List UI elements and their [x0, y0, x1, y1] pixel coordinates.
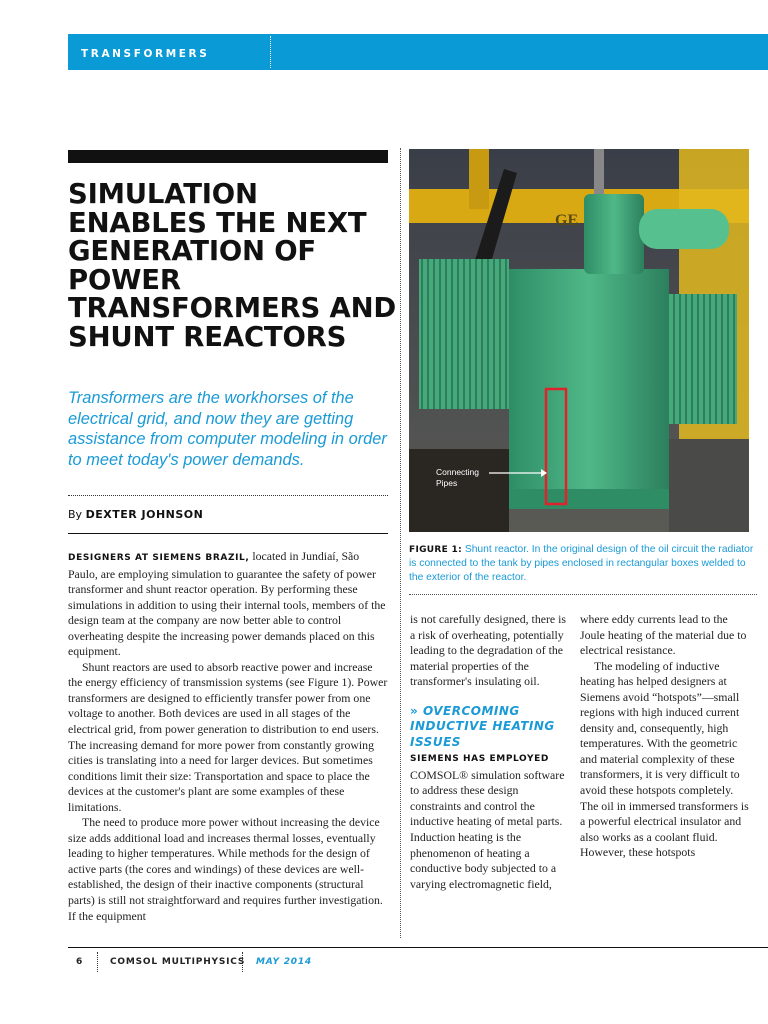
- article-title: SIMULATION ENABLES THE NEXT GENERATION OF POWER TRANSFORMERS AND SHUNT REACTORS: [68, 178, 397, 353]
- title-rule: [68, 150, 388, 163]
- paragraph: The need to produce more power without increasing the device size adds additional load and increases thermal losses, eventually leading to higher temperatures. While methods for the design of active parts (the cores and windings) of these devices are well-established, the design of their inactive components (structural parts) is still not straightforward and requires further investigation. If the equipment: [68, 815, 383, 923]
- figure-caption: FIGURE 1: Shunt reactor. In the original design of the oil circuit the radiator is connected to the tank by pipes enclosed in rectangular boxes welded to the exterior of the reactor.: [409, 544, 754, 583]
- body-column-1: [68, 549, 388, 924]
- byline: [68, 508, 203, 521]
- header-divider: [270, 36, 271, 68]
- dotted-separator: [409, 594, 757, 595]
- paragraph: DESIGNERS AT SIEMENS BRAZIL, located in Jundiaí, São Paulo, are employing simulation to guarantee the safety of power transformer and shunt reactor operation. By performing these simulations in addition to using their internal tools, members of the design team at the company are now better able to control overheating despite the increasing power demands placed on this equipment.: [68, 549, 386, 659]
- author-name: DEXTER JOHNSON: [85, 508, 204, 521]
- paragraph: where eddy currents lead to the Joule heating of the material due to electrical resistance.: [580, 612, 747, 658]
- issue-date: MAY 2014: [256, 957, 312, 967]
- chevron-icon: »: [410, 703, 419, 718]
- footer-divider: [97, 952, 98, 972]
- footer-rule: [68, 947, 768, 948]
- crane-sign-text: GE: [555, 212, 579, 229]
- figure-photo-shunt-reactor: [409, 149, 749, 532]
- lead-in: SIEMENS HAS EMPLOYED: [410, 754, 549, 765]
- footer-divider: [242, 952, 243, 972]
- article-deck: Transformers are the workhorses of the electrical grid, and now they are getting assistance from computer modeling in order to meet today's power demands.: [68, 389, 387, 469]
- figure-callout: Connecting Pipes: [436, 467, 480, 488]
- page-number: 6: [76, 957, 83, 967]
- body-column-3: [580, 612, 752, 861]
- section-header-band: [68, 34, 768, 70]
- body-column-2: [410, 612, 570, 892]
- figure-label: FIGURE 1:: [409, 545, 462, 555]
- byline-rule: [68, 533, 388, 534]
- byline-prefix: By: [68, 508, 83, 521]
- lead-in: DESIGNERS AT SIEMENS BRAZIL,: [68, 553, 250, 563]
- paragraph: is not carefully designed, there is a risk of overheating, potentially leading to the degradation of the material properties of the transformer's insulating oil.: [410, 612, 566, 689]
- column-divider: [400, 148, 401, 938]
- paragraph: The modeling of inductive heating has helped designers at Siemens avoid “hotspots”—small regions with high induced current density and, consequently, high temperatures. With the geometric and material complexity of these transformers, it is very difficult to avoid these hotspots completely. The oil in immersed transformers is a powerful electrical insulator and also works as a coolant fluid. However, these hotspots: [580, 658, 749, 860]
- paragraph: SIEMENS HAS EMPLOYED COMSOL® simulation software to address these design constraints and control the inductive heating of metal parts. Induction heating is the phenomenon of heating a conductive body subjected to a varying electromagnetic field,: [410, 754, 565, 891]
- paragraph: Shunt reactors are used to absorb reactive power and increase the energy efficiency of transmission systems (see Figure 1). Power transformers are designed to efficiently transfer power from one voltage to another. Both devices are used in all stages of the electrical grid, from power generation to distribution to end users. The increasing demand for more power from constantly growing cities is translating into a need for larger devices. But sometimes conditions limit their size: Transportation and space to place the devices at the customer's plant are some examples of these limitations.: [68, 659, 388, 814]
- publication-name: COMSOL MULTIPHYSICS: [110, 957, 246, 967]
- subhead: » OVERCOMING INDUCTIVE HEATING ISSUES: [410, 703, 555, 749]
- section-label: TRANSFORMERS: [81, 48, 210, 60]
- dotted-separator: [68, 495, 388, 496]
